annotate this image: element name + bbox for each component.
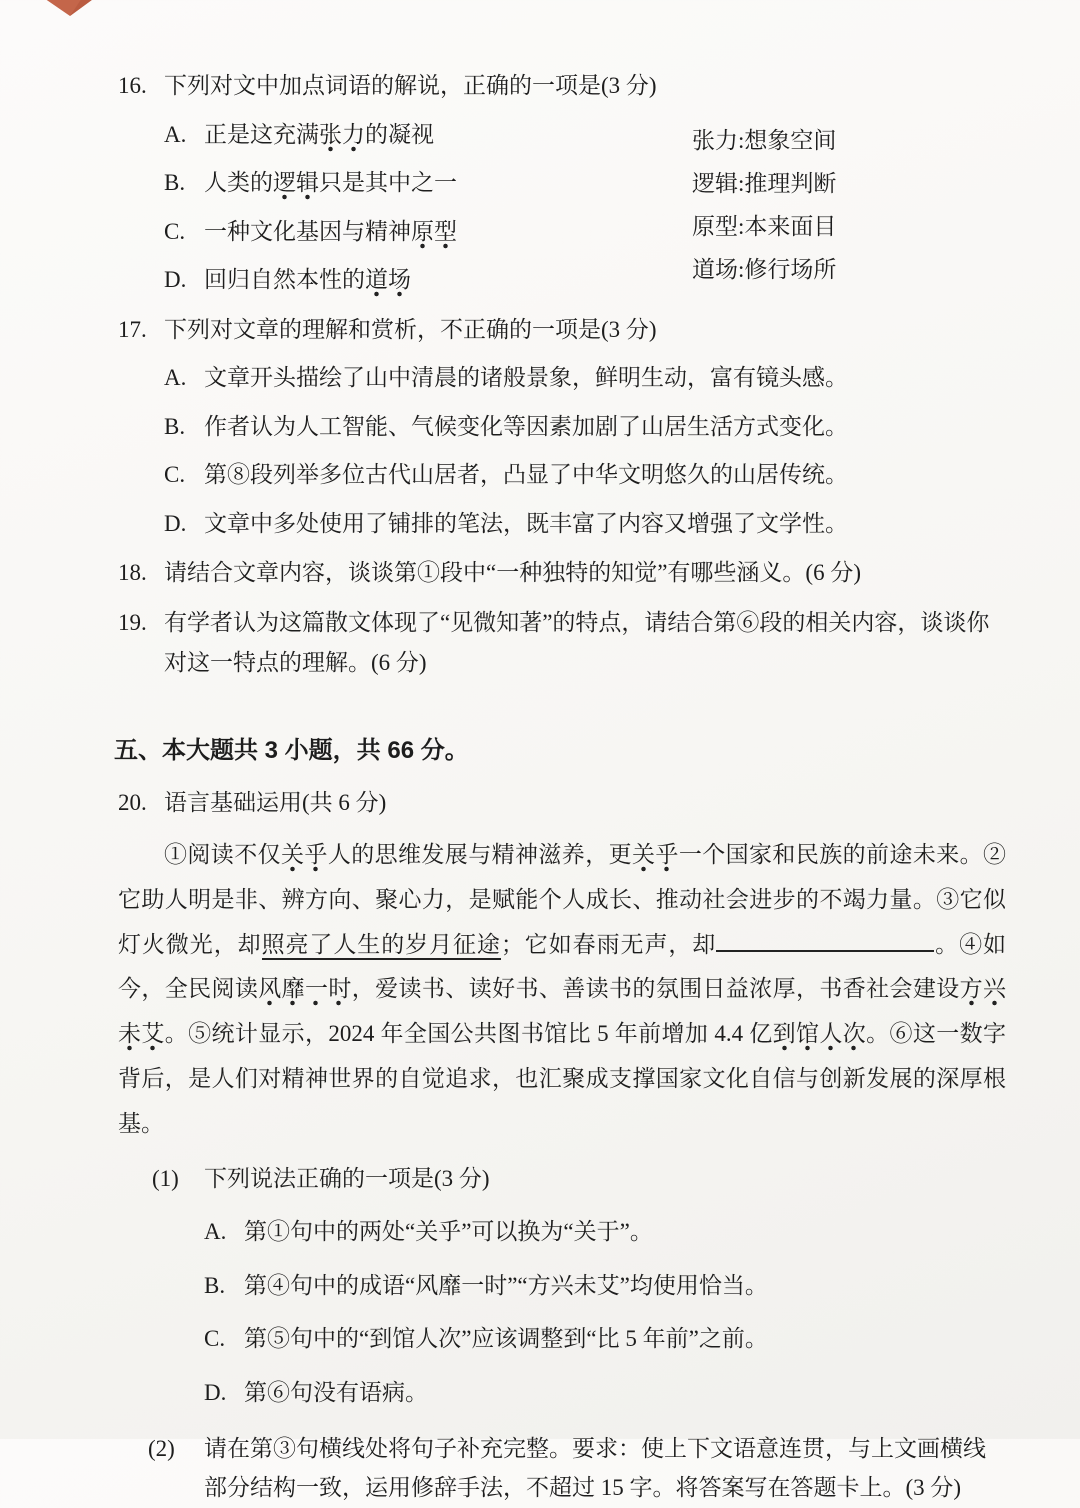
passage-segment: 人的思维发展与精神滋养，更 <box>327 841 633 867</box>
option-c <box>204 1319 1006 1359</box>
question-number: 19. <box>118 610 147 636</box>
passage-segment: ①阅读不仅 <box>164 841 281 867</box>
question-stem-text: 下列对文中加点词语的解说，正确的一项是(3 分) <box>164 73 657 98</box>
emphasized-term: 逻辑 <box>273 170 319 200</box>
option-a <box>164 115 664 155</box>
option-label: B. <box>164 413 186 439</box>
option-a <box>164 358 1006 398</box>
option-label: C. <box>164 462 186 488</box>
fill-in-blank-line <box>716 929 934 952</box>
emphasized-term: 风靡一时 <box>258 976 352 1006</box>
sub-question-1-options <box>204 1212 1006 1412</box>
option-text: 第⑧段列举多位古代山居者，凸显了中华文明悠久的山居传统。 <box>204 462 848 488</box>
sub-question-label: (2) <box>148 1435 175 1461</box>
passage-segment: ，爱读书、读好书、善读书的氛围日益浓厚，书香社会建设 <box>351 976 960 1002</box>
passage-segment: 。⑤统计显示，2024 年全国公共图书馆比 5 年前增加 4.4 亿 <box>164 1021 773 1047</box>
option-text: 文章开头描绘了山中清晨的诸般景象，鲜明生动，富有镜头感。 <box>204 365 848 391</box>
sub-question-stem-text: 下列说法正确的一项是(3 分) <box>204 1165 490 1191</box>
question-number: 16. <box>118 73 147 98</box>
option-text: 第①句中的两处“关乎”可以换为“关于”。 <box>244 1219 653 1245</box>
option-label: C. <box>164 218 186 244</box>
question-19 <box>118 603 1006 682</box>
option-text: 人类的逻辑只是其中之一 <box>204 163 457 203</box>
option-text: 第⑤句中的“到馆人次”应该调整到“比 5 年前”之前。 <box>244 1326 768 1352</box>
question-20-title <box>118 783 1006 823</box>
emphasized-term: 张力 <box>319 122 365 152</box>
section-5-heading: 五、本大题共 3 小题，共 66 分。 <box>114 737 469 765</box>
option-label: A. <box>204 1219 227 1245</box>
emphasized-term: 关乎 <box>632 842 679 872</box>
option-label: D. <box>164 267 187 293</box>
question-number: 20. <box>118 790 147 816</box>
passage-segment: 一个国家和民族的前途未来。②它助人明是非、辨方向、聚心力，是赋能个人成长、推动社会进步的不竭力量。③它似灯火微光，却 <box>118 841 1007 957</box>
option-a <box>204 1212 1006 1252</box>
glossary-entry: 道场:修行场所 <box>692 257 837 283</box>
sub-question-2 <box>148 1429 1006 1508</box>
option-b <box>164 407 1006 447</box>
option-text: 文章中多处使用了铺排的笔法，既丰富了内容又增强了文学性。 <box>204 510 848 536</box>
option-b <box>204 1266 1006 1306</box>
option-c <box>164 212 664 252</box>
glossary-entry: 逻辑:推理判断 <box>692 170 837 196</box>
option-text: 回归自然本性的道场 <box>204 260 411 300</box>
question-18 <box>118 553 1006 593</box>
glossary-entry: 原型:本来面目 <box>692 213 837 239</box>
question-17-options <box>164 358 1006 543</box>
option-text: 第④句中的成语“风靡一时”“方兴未艾”均使用恰当。 <box>244 1272 768 1298</box>
sub-question-1 <box>152 1159 1006 1413</box>
question-17-stem <box>118 310 1006 350</box>
option-label: C. <box>204 1326 226 1352</box>
question-title-text: 语言基础运用(共 6 分) <box>164 790 387 816</box>
sub-question-text: 请在第③句横线处将句子补充完整。要求：使上下文语意连贯，与上文画横线部分结构一致，运用修辞手法，不超过 15 字。将答案写在答题卡上。(3 分) <box>204 1435 986 1501</box>
emphasized-term: 道场 <box>365 267 411 297</box>
option-label: B. <box>164 170 186 196</box>
question-text: 有学者认为这篇散文体现了“见微知著”的特点，请结合第⑥段的相关内容，谈谈你对这一特点的理解。(6 分) <box>164 610 990 675</box>
question-17 <box>118 310 1006 544</box>
glossary-entry: 张力:想象空间 <box>692 127 837 153</box>
sub-question-label: (1) <box>152 1165 179 1191</box>
emphasized-term: 到馆人次 <box>773 1021 867 1051</box>
question-text: 请结合文章内容，谈谈第①段中“一种独特的知觉”有哪些涵义。(6 分) <box>164 560 861 586</box>
passage-segment: 。④如今，全民阅读 <box>118 931 1007 1002</box>
option-label: A. <box>164 121 187 147</box>
option-text: 正是这充满张力的凝视 <box>204 115 434 155</box>
option-text: 作者认为人工智能、气候变化等因素加剧了山居生活方式变化。 <box>204 413 848 439</box>
option-text: 第⑥句没有语病。 <box>244 1380 428 1406</box>
option-text: 一种文化基因与精神原型 <box>204 212 457 252</box>
glossary-column <box>692 122 952 300</box>
question-16-options <box>164 106 664 300</box>
question-number: 17. <box>118 316 147 342</box>
orange-arrow-icon <box>36 0 102 20</box>
page-content <box>114 66 1007 1508</box>
question-16-stem <box>118 66 1006 106</box>
option-d <box>164 260 664 300</box>
question-16 <box>118 66 1006 300</box>
option-label: B. <box>204 1272 226 1298</box>
option-label: D. <box>164 510 187 536</box>
question-number: 18. <box>118 560 147 586</box>
option-label: D. <box>204 1380 227 1406</box>
option-label: A. <box>164 365 187 391</box>
question-stem-text: 下列对文章的理解和赏析，不正确的一项是(3 分) <box>164 316 657 342</box>
option-d <box>204 1373 1006 1413</box>
emphasized-term: 关乎 <box>281 842 328 872</box>
sub-question-1-stem <box>152 1159 1006 1199</box>
passage-paragraph <box>118 833 1006 1147</box>
emphasized-term: 原型 <box>411 219 457 249</box>
option-b <box>164 163 664 203</box>
option-c <box>164 455 1006 495</box>
emphasized-term: 方兴未艾 <box>118 976 1006 1051</box>
underlined-phrase: 照亮了人生的岁月征途 <box>262 932 501 960</box>
question-16-body <box>118 106 1006 300</box>
question-20 <box>118 783 1006 1507</box>
option-d <box>164 504 1006 544</box>
passage-segment: ；它如春雨无声，却 <box>500 931 717 957</box>
passage-segment: 。⑥这一数字背后，是人们对精神世界的自觉追求，也汇聚成支撑国家文化自信与创新发展的深厚根基。 <box>118 1021 1007 1136</box>
